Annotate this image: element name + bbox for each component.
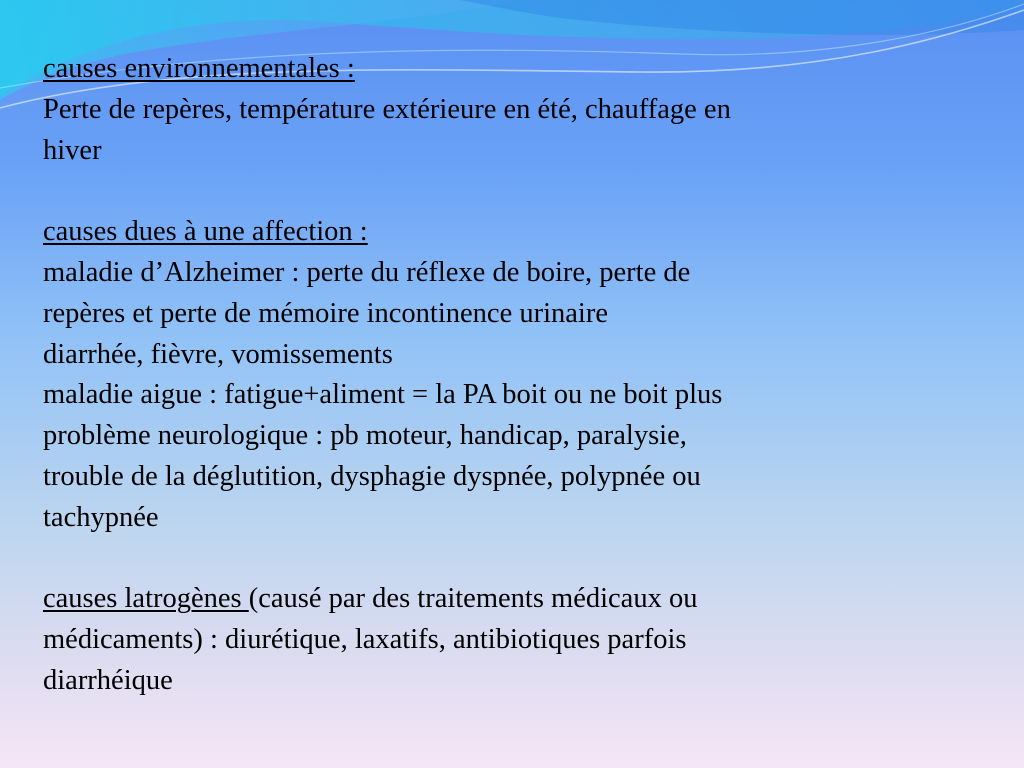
section-affection bbox=[43, 212, 943, 253]
text-line: maladie d’Alzheimer : perte du réflexe de boire, perte de bbox=[43, 256, 691, 288]
text-line: maladie aigue : fatigue+aliment = la PA boit ou ne boit plus bbox=[43, 379, 723, 411]
section-heading-iatrogenic: causes latrogènes bbox=[43, 583, 249, 615]
text-line: médicaments) : diurétique, laxatifs, antibiotiques parfois bbox=[43, 624, 687, 656]
text-line: Perte de repères, température extérieure en été, chauffage en bbox=[43, 93, 731, 125]
section-iatrogenic bbox=[43, 579, 943, 620]
spacer bbox=[43, 539, 943, 580]
slide-text-body bbox=[43, 49, 943, 702]
text-line: trouble de la déglutition, dysphagie dyspnée, polypnée ou bbox=[43, 460, 701, 492]
section-heading-environmental: causes environnementales : bbox=[43, 53, 355, 84]
text-line: diarrhée, fièvre, vomissements bbox=[43, 338, 393, 370]
text-line: diarrhéique bbox=[43, 664, 173, 696]
text-line: hiver bbox=[43, 134, 102, 166]
section-heading-continuation: (causé par des traitements médicaux ou bbox=[248, 583, 698, 615]
text-line: problème neurologique : pb moteur, handicap, paralysie, bbox=[43, 420, 687, 452]
section-heading-affection: causes dues à une affection : bbox=[43, 216, 368, 248]
text-line: tachypnée bbox=[43, 501, 159, 533]
section-environmental bbox=[43, 49, 943, 90]
spacer bbox=[43, 171, 943, 212]
text-line: repères et perte de mémoire incontinence urinaire bbox=[43, 297, 608, 329]
